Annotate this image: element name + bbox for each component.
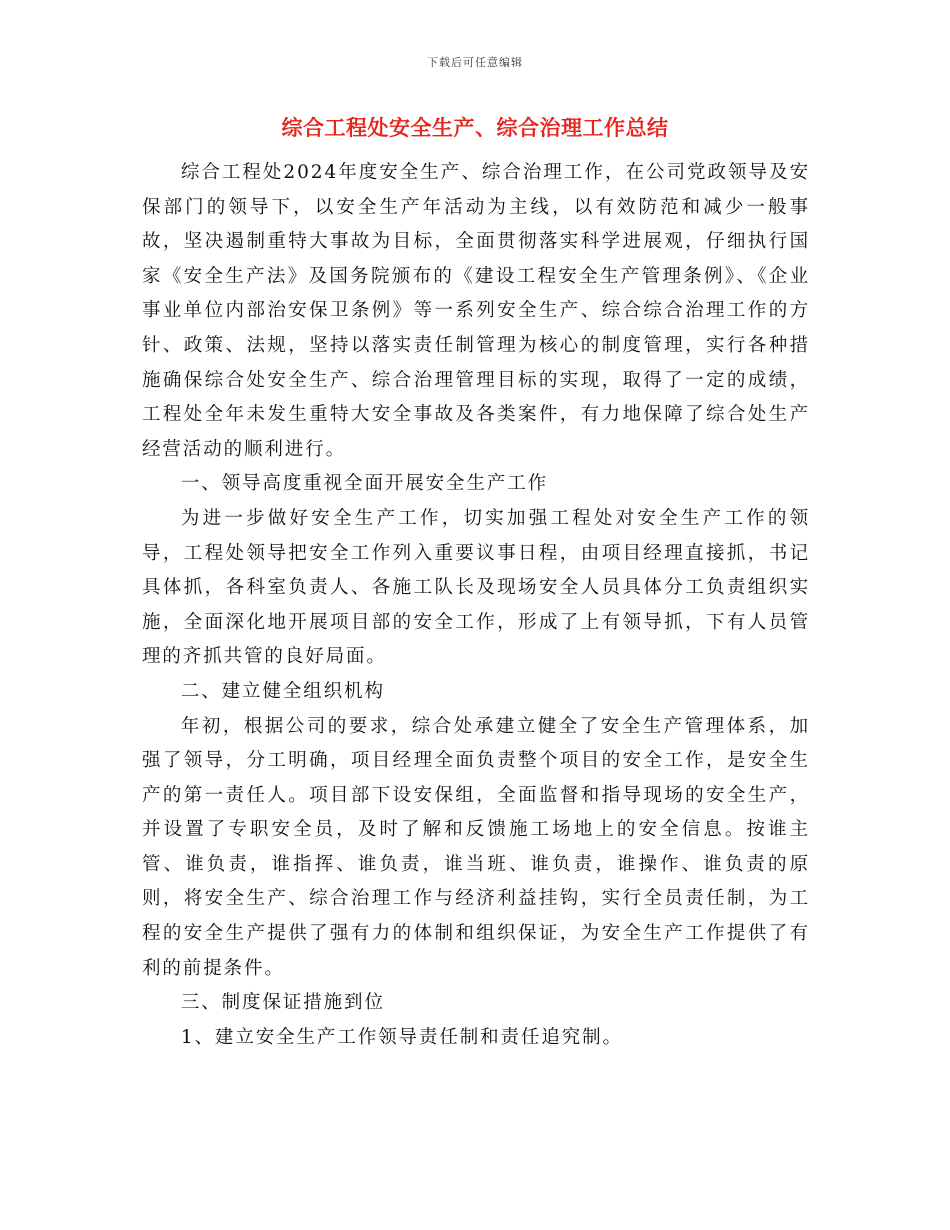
header-note: 下载后可任意编辑 [427,56,523,69]
section-heading-1: 一、领导高度重视全面开展安全生产工作 [180,473,549,495]
paragraph-section-2: 年初，根据公司的要求，综合处承建立健全了安全生产管理体系，加强了领导，分工明确，项目经理全面负责整个项目的安全工作，是安全生产的第一责任人。项目部下设安保组，全面监督和指导现场的安全生产，并设置了专职安全员，及时了解和反馈施工场地上的安全信息。按谁主管、谁负责，谁指挥、谁负责，谁当班、谁负责，谁操作、谁负责的原则，将安全生产、综合治理工作与经济利益挂钩，实行全员责任制，为工程的安全生产提供了强有力的体制和组织保证，为安全生产工作提供了有利的前提条件。 [142,715,810,979]
document-title: 综合工程处安全生产、综合治理工作总结 [281,115,669,140]
paragraph-item-1: 1、建立安全生产工作领导责任制和责任追究制。 [180,1026,623,1048]
paragraph-section-1: 为进一步做好安全生产工作，切实加强工程处对安全生产工作的领导，工程处领导把安全工作列入重要议事日程，由项目经理直接抓，书记具体抓，各科室负责人、各施工队长及现场安全人员具体分工负责组织实施，全面深化地开展项目部的安全工作，形成了上有领导抓，下有人员管理的齐抓共管的良好局面。 [142,507,810,668]
section-heading-3: 三、制度保证措施到位 [180,992,385,1014]
paragraph-intro: 综合工程处2024年度安全生产、综合治理工作，在公司党政领导及安保部门的领导下，以安全生产年活动为主线，以有效防范和减少一般事故，坚决遏制重特大事故为目标，全面贯彻落实科学进展观，仔细执行国家《安全生产法》及国务院颁布的《建设工程安全生产管理条例》、《企业事业单位内部治安保卫条例》等一系列安全生产、综合综合治理工作的方针、政策、法规，坚持以落实责任制管理为核心的制度管理，实行各种措施确保综合处安全生产、综合治理管理目标的实现，取得了一定的成绩，工程处全年未发生重特大安全事故及各类案件，有力地保障了综合处生产经营活动的顺利进行。 [142,162,810,460]
document-body [142,156,810,1055]
section-heading-2: 二、建立健全组织机构 [180,680,385,702]
